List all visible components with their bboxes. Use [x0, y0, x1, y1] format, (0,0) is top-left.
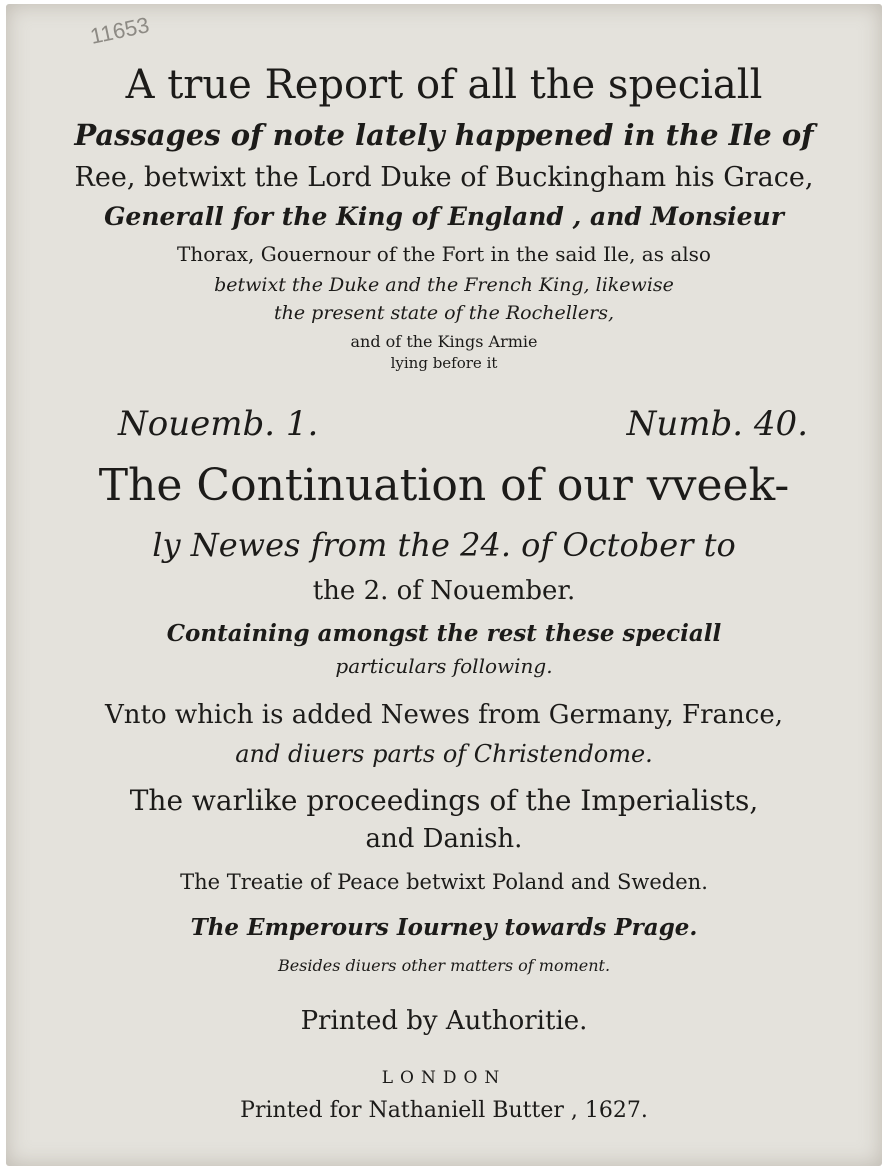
printed-by-authority: Printed by Authoritie. [300, 1006, 588, 1036]
contents-line-9: Besides diuers other matters of moment. [277, 956, 611, 975]
heading-line-6: betwixt the Duke and the French King, likewise [214, 274, 674, 296]
heading-line-3: Ree, betwixt the Lord Duke of Buckingham his Grace, [74, 162, 814, 193]
heading-line-2: Passages of note lately happened in the Ile of [74, 118, 814, 152]
imprint-city: LONDON [381, 1068, 507, 1088]
title-line-1: The Continuation of our vveek- [98, 460, 790, 511]
contents-line-6: and Danish. [365, 824, 523, 854]
issue-date: Nouemb. 1. [118, 404, 319, 444]
heading-line-9: lying before it [390, 354, 498, 372]
issue-number: Numb. 40. [626, 404, 808, 444]
contents-line-7: The Treatie of Peace betwixt Poland and Sweden. [180, 870, 708, 894]
contents-line-1: Containing amongst the rest these speciall [166, 620, 722, 647]
contents-line-3: Vnto which is added Newes from Germany, France, [105, 700, 783, 730]
contents-line-8: The Emperours Iourney towards Prage. [190, 914, 698, 941]
heading-line-5: Thorax, Gouernour of the Fort in the said Ile, as also [177, 242, 711, 266]
heading-line-8: and of the Kings Armie [350, 332, 538, 351]
title-line-3: the 2. of Nouember. [312, 576, 576, 606]
title-page [6, 4, 882, 1166]
contents-line-2: particulars following. [335, 654, 553, 678]
heading-line-1: A true Report of all the speciall [125, 62, 763, 108]
imprint-printer: Printed for Nathaniell Butter , 1627. [240, 1098, 648, 1123]
title-line-2: ly Newes from the 24. of October to [152, 526, 736, 564]
contents-line-5: The warlike proceedings of the Imperialists, [129, 784, 759, 817]
heading-line-7: the present state of the Rochellers, [274, 302, 614, 324]
heading-line-4: Generall for the King of England , and Monsieur [104, 202, 784, 231]
pencil-annotation: 11653 [87, 12, 152, 49]
contents-line-4: and diuers parts of Christendome. [235, 740, 653, 768]
